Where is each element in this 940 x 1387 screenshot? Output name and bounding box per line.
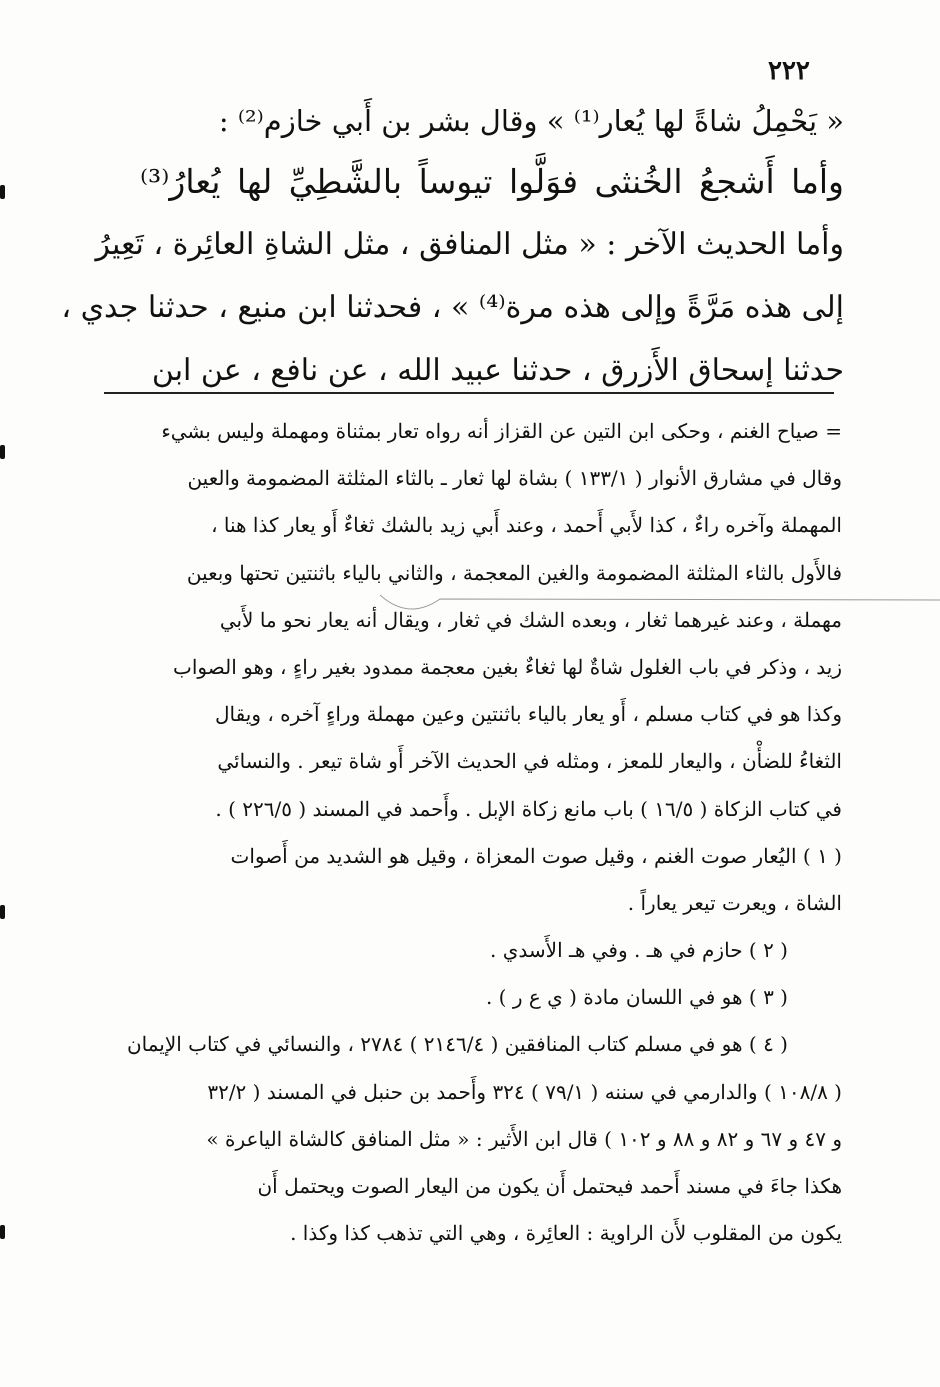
footnote-4-line: و ٤٧ و ٦٧ و ٨٢ و ٨٨ و ١٠٢ ) قال ابن الأَثير : « مثل المنافق كالشاة الياعرة » (206, 1126, 842, 1151)
main-line: « يَحْمِلُ شاةً لها يُعار⁽¹⁾ » وقال بشر بن أَبي خازم⁽²⁾ : (218, 104, 844, 138)
scan-mark (0, 905, 5, 919)
main-line: حدثنا إسحاق الأَزرق ، حدثنا عبيد الله ، عن نافع ، عن ابن (151, 353, 844, 388)
footnote-1: ( ١ ) اليُعار صوت الغنم ، وقيل صوت المعزاة ، وقيل هو الشديد من أَصوات (230, 843, 842, 868)
main-line: إلى هذه مَرَّةً وإلى هذه مرة⁽⁴⁾ » ، فحدثنا ابن منيع ، حدثنا جدي ، (61, 290, 844, 325)
footnote-line: زيد ، وذكر في باب الغلول شاةٌ لها ثغاءٌ بغين معجمة ممدود بغير راءٍ ، وهو الصواب (173, 654, 842, 679)
footnote-4-line: هكذا جاءَ في مسند أَحمد فيحتمل أَن يكون من اليعار الصوت ويحتمل أَن (257, 1174, 842, 1198)
footnote-separator (104, 392, 834, 394)
footnote-3: ( ٣ ) هو في اللسان مادة ( ي ع ر ) . (485, 985, 788, 1010)
footnote-line: وكذا هو في كتاب مسلم ، أَو يعار بالياء باثنتين وعين مهملة وراءٍ آخره ، ويقال (215, 702, 842, 727)
scan-mark (0, 445, 5, 459)
footnote-1-continued: الشاة ، ويعرت تيعر يعاراً . (627, 890, 842, 915)
scan-mark (0, 185, 5, 199)
footnote-line: وقال في مشارق الأنوار ( ١٣٣/١ ) بشاة لها ثعار ـ بالثاء المثلثة المضمومة والعين (187, 466, 842, 491)
footnote-4-line: يكون من المقلوب لأَن الراوية : العائِرة ، وهي التي تذهب كذا وكذا . (290, 1221, 842, 1246)
footnote-line: فالأَول بالثاء المثلثة المضمومة والغين المعجمة ، والثاني بالياء باثنتين تحتها وبعين (186, 560, 842, 585)
scan-mark (0, 1225, 5, 1239)
footnote-line: = صياح الغنم ، وحكى ابن التين عن القزاز أنه رواه تعار بمثناة ومهملة وليس بشيء (161, 419, 842, 443)
pencil-mark (380, 585, 940, 615)
main-line: وأما الحديث الآخر : « مثل المنافق ، مثل الشاةِ العائِرة ، تَعِيرُ (95, 227, 844, 262)
page-number: ٢٢٢ (768, 56, 810, 86)
footnote-line: في كتاب الزكاة ( ١٦/٥ ) باب مانع زكاة الإبل . وأَحمد في المسند ( ٢٢٦/٥ ) . (215, 796, 842, 821)
footnote-line: المهملة وآخره راءٌ ، كذا لأَبي أَحمد ، وعند أَبي زيد بالشك ثغاءٌ أَو يعار كذا هنا ، (211, 513, 842, 538)
footnote-4-line: ( ١٠٨/٨ ) والدارمي في سننه ( ٧٩/١ ) ٣٢٤ وأَحمد بن حنبل في المسند ( ٣٢/٢ (207, 1079, 842, 1104)
main-text (61, 92, 844, 402)
verse-line: وأما أَشجعُ الخُنثى فوَلَّوا تيوساً بالشَّطِيِّ لها يُعارُ⁽³⁾ (139, 162, 844, 201)
footnotes (104, 408, 842, 1257)
footnote-2: ( ٢ ) حازم في هـ . وفي هـ الأَسدي . (490, 938, 788, 963)
footnote-line: مهملة ، وعند غيرهما ثغار ، وبعده الشك في ثغار ، ويقال أنه يعار نحو ما لأَبي (219, 607, 842, 632)
footnote-4: ( ٤ ) هو في مسلم كتاب المنافقين ( ٢١٤٦/٤ ) ٢٧٨٤ ، والنسائي في كتاب الإيمان (126, 1032, 788, 1057)
footnote-line: الثغاءُ للضأْن ، واليعار للمعز ، ومثله في الحديث الآخر أَو شاة تيعر . والنسائي (217, 749, 842, 774)
